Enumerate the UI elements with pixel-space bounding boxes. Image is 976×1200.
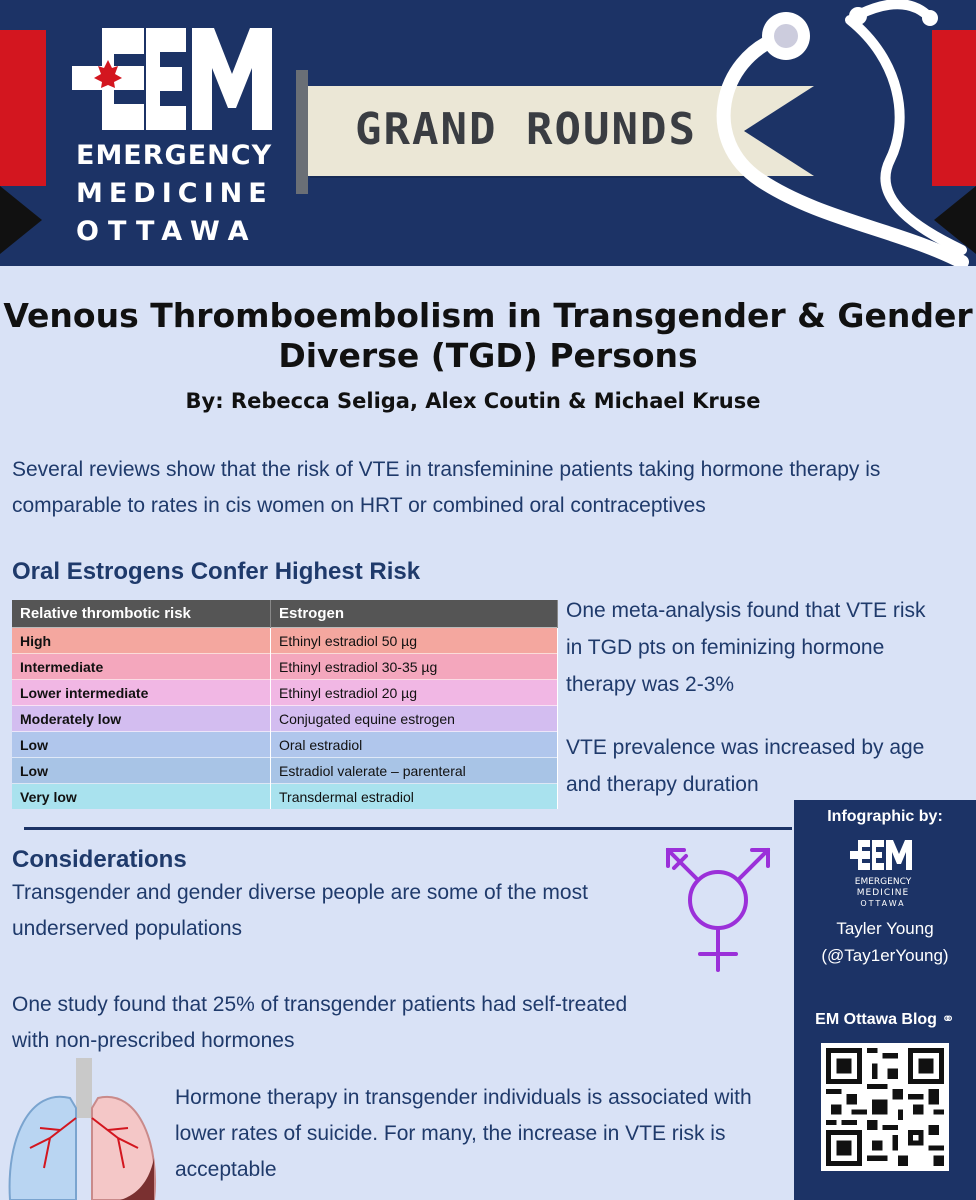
column-header-risk: Relative thrombotic risk: [12, 600, 271, 628]
mini-logo-line3: OTTAWA: [860, 899, 906, 908]
author-name: Tayler Young: [836, 919, 934, 938]
stethoscope-icon: [700, 0, 976, 266]
red-accent-left: [0, 30, 46, 186]
mini-logo-line2: MEDICINE: [856, 888, 910, 898]
black-triangle-left: [0, 186, 42, 254]
logo-text-ottawa: OTTAWA: [76, 216, 258, 247]
estrogen-cell: Transdermal estradiol: [271, 784, 558, 810]
risk-cell: Intermediate: [12, 654, 271, 680]
qr-code[interactable]: [821, 1043, 949, 1171]
risk-cell: Lower intermediate: [12, 680, 271, 706]
section-heading-oral-estrogens: Oral Estrogens Confer Highest Risk: [12, 558, 421, 585]
logo-text-emergency: EMERGENCY: [76, 140, 273, 171]
banner-title: GRAND ROUNDS: [355, 104, 697, 155]
estrogen-cell: Oral estradiol: [271, 732, 558, 758]
link-icon: ⚭: [941, 1011, 955, 1028]
table-row: [12, 706, 558, 732]
table-header-row: [12, 600, 558, 628]
authors-line: By: Rebecca Seliga, Alex Coutin & Michael Kruse: [185, 389, 761, 413]
blog-link[interactable]: [794, 1009, 976, 1029]
estrogen-cell: Ethinyl estradiol 30-35 µg: [271, 654, 558, 680]
lungs-icon: [0, 1058, 160, 1200]
risk-cell: Low: [12, 732, 271, 758]
table-row: [12, 758, 558, 784]
self-treated-text: One study found that 25% of transgender patients had self-treated with non-prescribed hormones: [12, 993, 628, 1052]
em-mini-logo: [848, 838, 918, 908]
page-title: Venous Thromboembolism in Transgender & Gender Diverse (TGD) Persons: [3, 296, 973, 375]
table-row: [12, 732, 558, 758]
transgender-symbol-icon: [656, 842, 786, 982]
meta-analysis-text: One meta-analysis found that VTE risk in TGD pts on feminizing hormone therapy was 2-3%: [566, 599, 926, 696]
logo-text-medicine: MEDICINE: [76, 178, 273, 209]
banner-shadow: [296, 70, 308, 194]
risk-cell: Low: [12, 758, 271, 784]
suicide-rates-text: Hormone therapy in transgender individuals is associated with lower rates of suicide. For many, the increase in VTE risk is acceptable: [175, 1086, 752, 1181]
estrogen-cell: Estradiol valerate – parenteral: [271, 758, 558, 784]
risk-cell: Moderately low: [12, 706, 271, 732]
risk-cell: High: [12, 628, 271, 654]
estrogen-cell: Ethinyl estradiol 20 µg: [271, 680, 558, 706]
estrogen-cell: Conjugated equine estrogen: [271, 706, 558, 732]
author-handle[interactable]: (@Tay1erYoung): [821, 946, 949, 965]
infographic-by-label: Infographic by:: [827, 808, 943, 825]
intro-paragraph: Several reviews show that the risk of VTE in transfeminine patients taking hormone therapy is comparable to rates in cis women on HRT or combined oral contraceptives: [12, 458, 881, 517]
estrogen-cell: Ethinyl estradiol 50 µg: [271, 628, 558, 654]
underserved-text: Transgender and gender diverse people are some of the most underserved populations: [12, 881, 588, 940]
mini-logo-line1: EMERGENCY: [854, 877, 912, 887]
table-row: [12, 680, 558, 706]
risk-table: [12, 600, 558, 809]
blog-label[interactable]: EM Ottawa Blog: [815, 1011, 937, 1028]
header-banner: [0, 0, 976, 266]
section-divider: [24, 827, 792, 830]
table-row: [12, 784, 558, 810]
prevalence-text: VTE prevalence was increased by age and therapy duration: [566, 736, 925, 796]
table-row: [12, 654, 558, 680]
table-row: [12, 628, 558, 654]
section-heading-considerations: Considerations: [12, 846, 187, 873]
column-header-estrogen: Estrogen: [271, 600, 558, 628]
risk-cell: Very low: [12, 784, 271, 810]
